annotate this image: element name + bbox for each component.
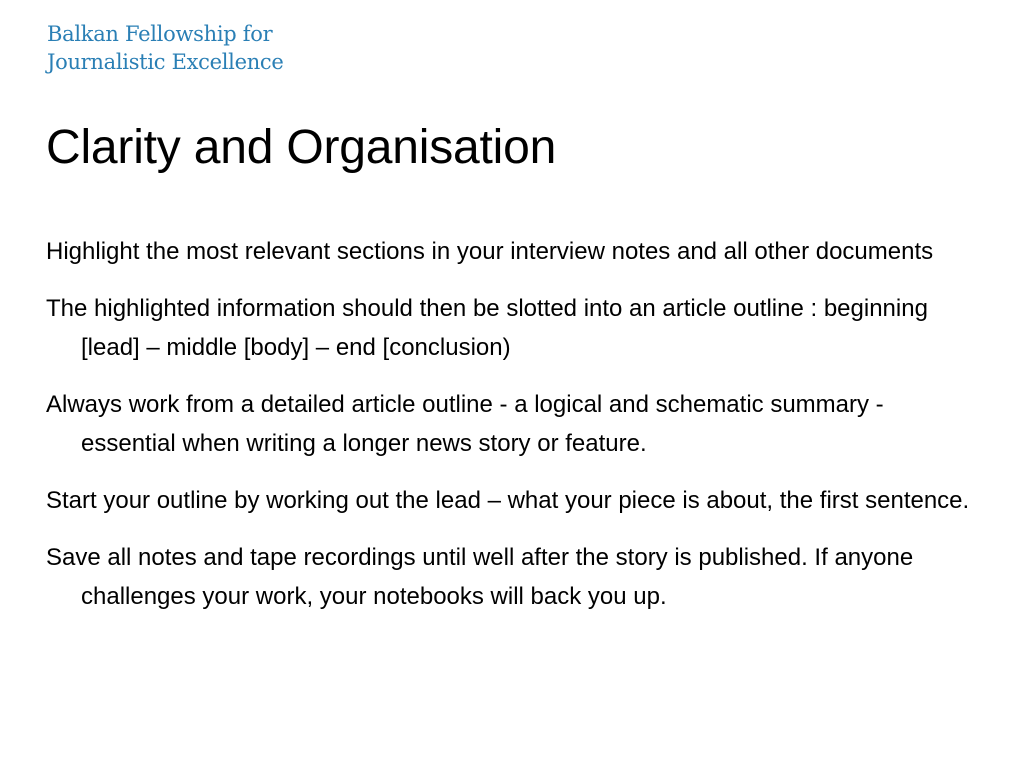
bullet-item: Save all notes and tape recordings until well after the story is published. If anyone challenges your work, your notebooks will back you up. — [46, 544, 914, 610]
logo-line-1: Balkan Fellowship for — [47, 22, 273, 46]
logo-line-2: Journalistic Excellence — [47, 50, 284, 74]
bullet-item: Highlight the most relevant sections in your interview notes and all other documents — [46, 238, 934, 265]
bullet-item: Start your outline by working out the lead – what your piece is about, the first sentence. — [46, 487, 970, 514]
bullet-item: The highlighted information should then be slotted into an article outline : beginning [lead] – middle [body] – end [conclusion) — [46, 295, 928, 361]
organization-logo — [47, 20, 284, 76]
bullet-item: Always work from a detailed article outline - a logical and schematic summary - essential when writing a longer news story or feature. — [46, 391, 884, 457]
bullet-list — [46, 232, 976, 634]
slide-title: Clarity and Organisation — [46, 121, 557, 174]
